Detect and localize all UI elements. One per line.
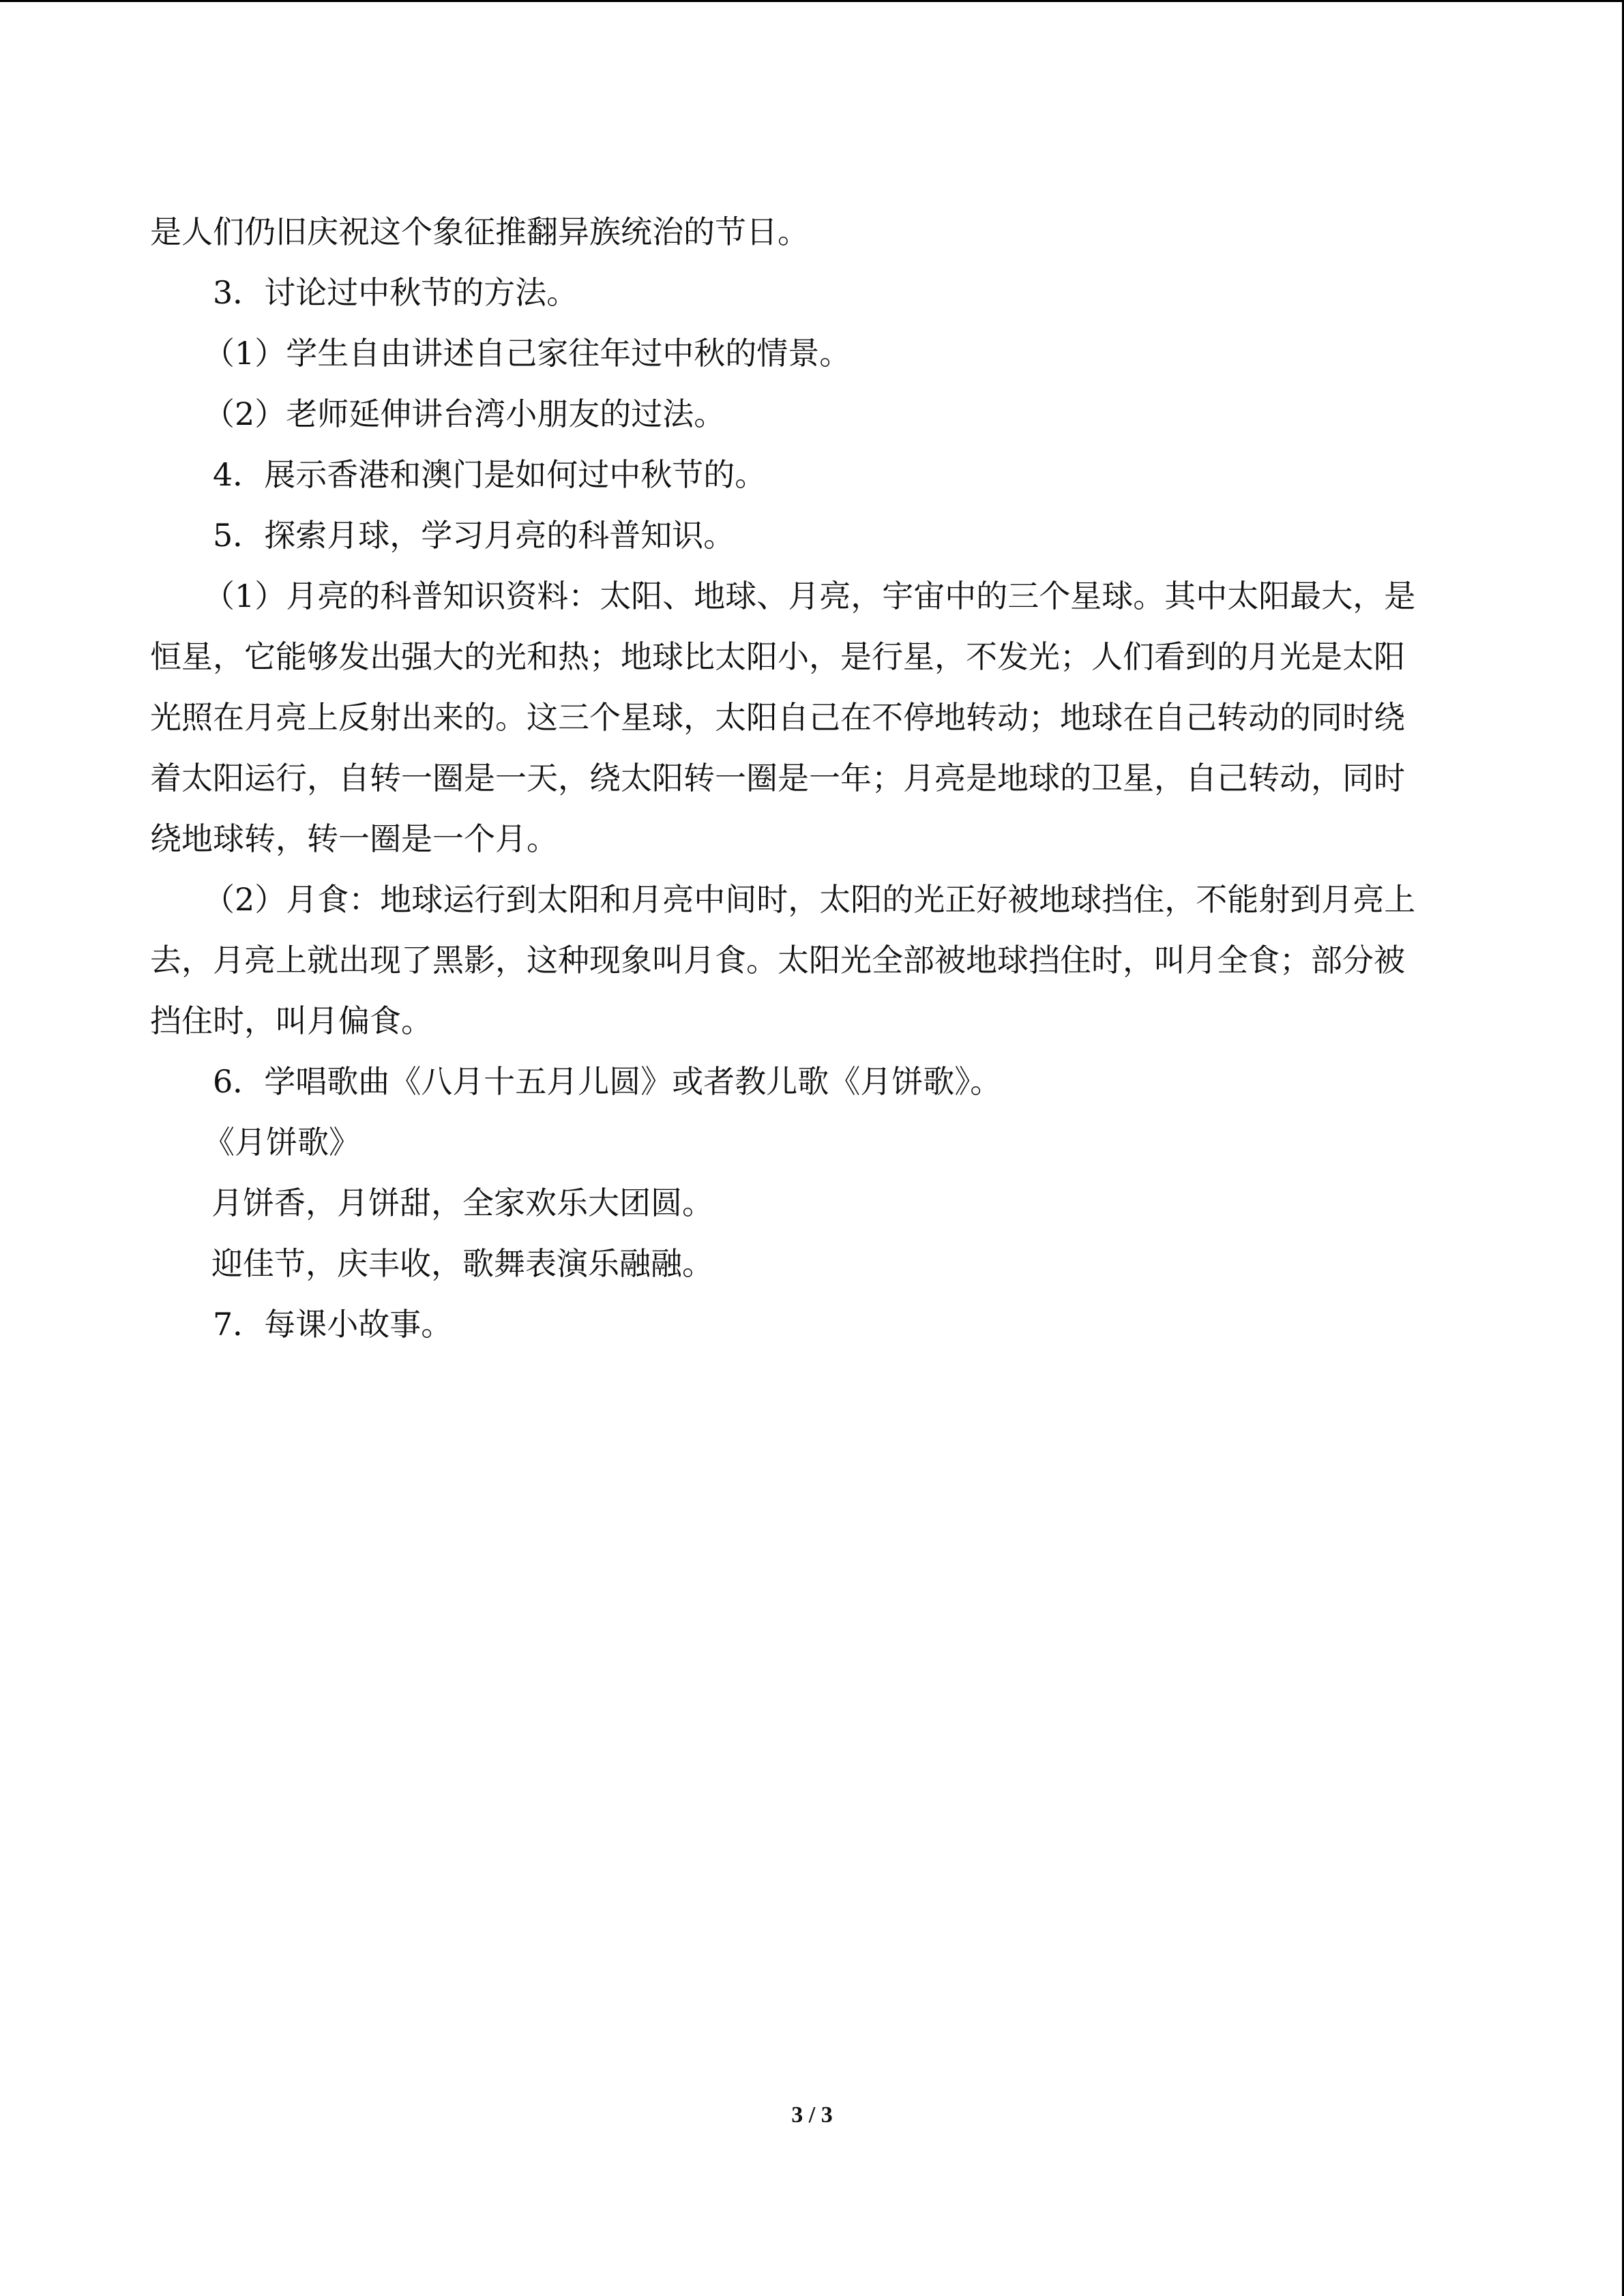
item-6-learn-song	[150, 1052, 1477, 1112]
song-title	[150, 1112, 1477, 1173]
document-body	[150, 202, 1477, 1355]
text-line: 绕地球转，转一圈是一个月。	[150, 820, 558, 857]
text-line: 迎佳节，庆丰收，歌舞表演乐融融。	[211, 1245, 713, 1282]
text-line: （2）老师延伸讲台湾小朋友的过法。	[203, 396, 726, 432]
item-4-hongkong-macau	[150, 445, 1477, 505]
text-line: 6．学唱歌曲《八月十五月儿圆》或者教儿歌《月饼歌》。	[213, 1063, 1002, 1100]
paragraph-continuation	[150, 202, 1477, 263]
text-line: 3．讨论过中秋节的方法。	[213, 274, 578, 311]
text-line: 光照在月亮上反射出来的。这三个星球，太阳自己在不停地转动；地球在自己转动的同时绕	[150, 699, 1405, 736]
page-number: 3 / 3	[791, 2102, 833, 2128]
text-line: 5．探索月球，学习月亮的科普知识。	[213, 517, 735, 554]
text-line: 7．每课小故事。	[213, 1306, 453, 1343]
lunar-eclipse-paragraph	[150, 869, 1477, 1052]
text-line: 挡住时，叫月偏食。	[150, 1002, 432, 1039]
sub-item-2-teacher-taiwan	[150, 384, 1477, 445]
text-line: 恒星，它能够发出强大的光和热；地球比太阳小，是行星，不发光；人们看到的月光是太阳	[150, 638, 1405, 675]
text-line: （1）学生自由讲述自己家往年过中秋的情景。	[203, 335, 851, 372]
sub-item-1-students-describe	[150, 323, 1477, 384]
song-line-1	[150, 1173, 1477, 1234]
item-3-discuss-methods	[150, 263, 1477, 323]
text-line: 月饼香，月饼甜，全家欢乐大团圆。	[211, 1184, 713, 1221]
moon-science-paragraph	[150, 566, 1477, 869]
text-line: 是人们仍旧庆祝这个象征推翻异族统治的节日。	[150, 213, 809, 250]
text-line: 去，月亮上就出现了黑影，这种现象叫月食。太阳光全部被地球挡住时，叫月全食；部分被	[150, 942, 1405, 979]
song-line-2	[150, 1234, 1477, 1294]
text-line: （2）月食：地球运行到太阳和月亮中间时，太阳的光正好被地球挡住，不能射到月亮上	[203, 881, 1416, 918]
item-7-daily-story	[150, 1294, 1477, 1355]
text-line: （1）月亮的科普知识资料：太阳、地球、月亮，宇宙中的三个星球。其中太阳最大，是	[203, 578, 1416, 614]
text-line: 着太阳运行，自转一圈是一天，绕太阳转一圈是一年；月亮是地球的卫星，自己转动，同时	[150, 760, 1405, 796]
text-line: 4．展示香港和澳门是如何过中秋节的。	[213, 456, 767, 493]
text-line: 《月饼歌》	[203, 1124, 360, 1161]
item-5-explore-moon	[150, 505, 1477, 566]
